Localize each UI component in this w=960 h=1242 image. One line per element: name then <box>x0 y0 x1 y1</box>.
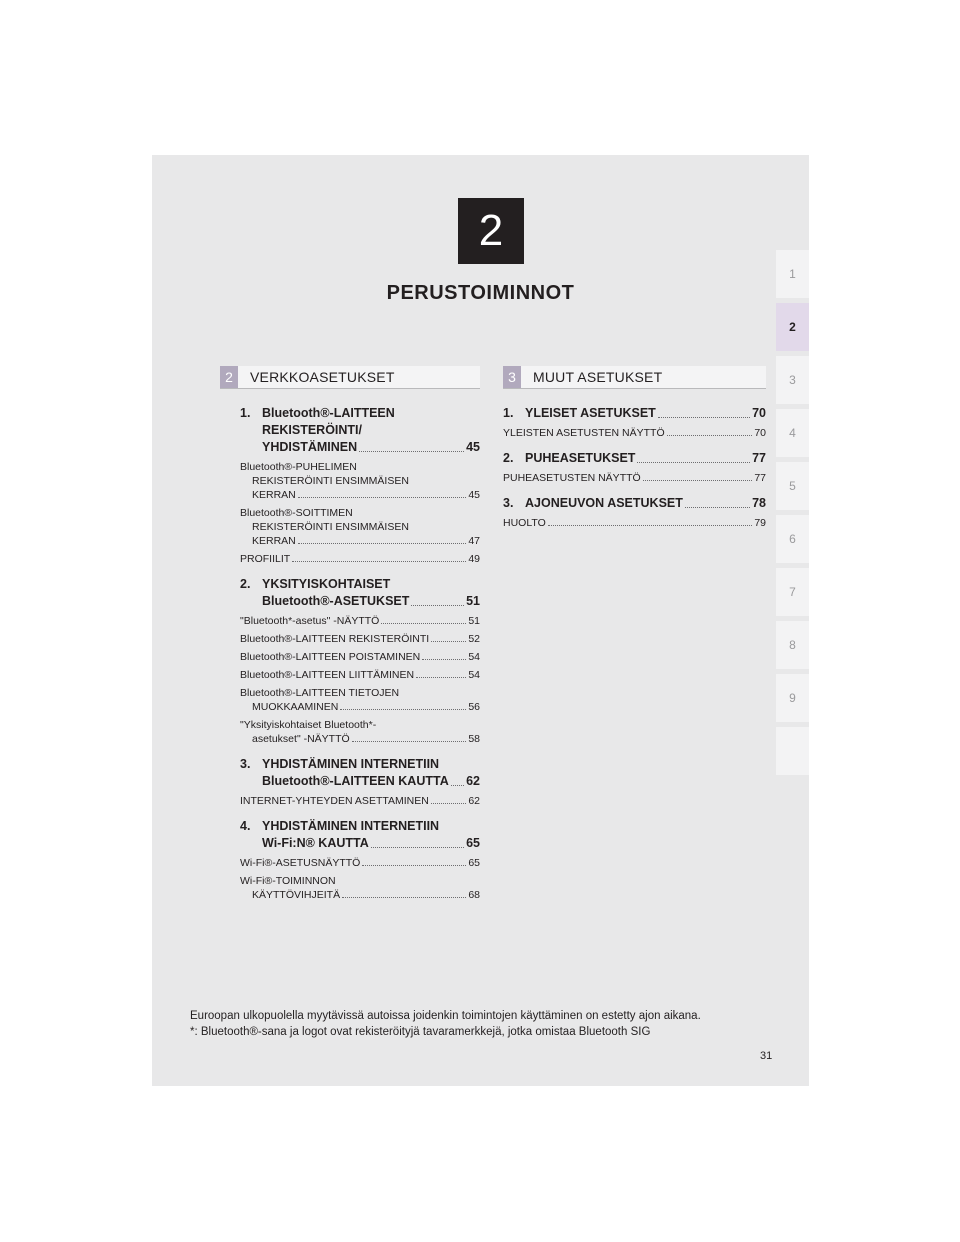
toc-entry-text: INTERNET-YHTEYDEN ASETTAMINEN <box>240 795 429 807</box>
toc-page-number: 45 <box>466 440 480 454</box>
toc-entry-text: YKSITYISKOHTAISET <box>262 577 391 591</box>
toc-page-number: 52 <box>468 633 480 645</box>
dot-leader <box>658 417 750 418</box>
footer-line-1: Euroopan ulkopuolella myytävissä autoissa joidenkin toimintojen käyttäminen on estetty ajon aikana. <box>190 1010 701 1022</box>
chapter-tab-blank[interactable] <box>776 727 809 775</box>
chapter-tab-4[interactable]: 4 <box>776 409 809 457</box>
dot-leader <box>643 480 753 481</box>
toc-sub-entry[interactable] <box>240 856 480 870</box>
toc-entry-text: "Bluetooth*-asetus" -NÄYTTÖ <box>240 615 380 627</box>
dot-leader <box>548 525 753 526</box>
dot-leader <box>667 435 753 436</box>
toc-page-number: 56 <box>468 701 480 713</box>
toc-entry-number: 1. <box>240 406 251 420</box>
toc-entry-number: 2. <box>503 451 514 465</box>
toc-entry-text: PUHEASETUKSET <box>525 451 636 465</box>
toc-entry-line <box>240 732 480 746</box>
toc-sub-entry[interactable] <box>240 552 480 566</box>
toc-entry-text: AJONEUVON ASETUKSET <box>525 496 683 510</box>
toc-entry-line <box>240 700 480 714</box>
toc-sub-entry[interactable] <box>240 614 480 628</box>
toc-entry-text: Bluetooth®-LAITTEEN REKISTERÖINTI <box>240 633 430 645</box>
toc-page-number: 54 <box>468 669 480 681</box>
toc-entry-line <box>240 422 480 439</box>
section-title: MUUT ASETUKSET <box>533 369 663 385</box>
toc-entry-line <box>240 576 480 593</box>
toc-entry-text: YLEISTEN ASETUSTEN NÄYTTÖ <box>503 427 665 439</box>
toc-entry-text: REKISTERÖINTI/ <box>262 423 363 437</box>
toc-sub-entry[interactable] <box>240 686 480 714</box>
toc-entry-text: "Yksityiskohtaiset Bluetooth*- <box>240 719 377 731</box>
toc-entry-text: REKISTERÖINTI ENSIMMÄISEN <box>252 521 409 533</box>
toc-entry-line <box>240 756 480 773</box>
toc-sub-entry[interactable] <box>240 794 480 808</box>
toc-entry-line <box>240 773 480 790</box>
toc-sub-entry[interactable] <box>240 506 480 548</box>
chapter-tabs <box>776 250 809 780</box>
dot-leader <box>340 709 466 710</box>
toc-sub-entry[interactable] <box>240 718 480 746</box>
toc-entry-text: Wi-Fi®-TOIMINNON <box>240 875 336 887</box>
toc-entry-line <box>240 835 480 852</box>
dot-leader <box>416 677 466 678</box>
toc-sub-entry[interactable] <box>240 460 480 502</box>
toc-entry-text: Bluetooth®-LAITTEEN KAUTTA <box>262 774 449 788</box>
toc-column-right <box>503 395 766 530</box>
dot-leader <box>298 497 467 498</box>
toc-entry-text: KERRAN <box>252 535 296 547</box>
toc-entry-text: Bluetooth®-ASETUKSET <box>262 594 410 608</box>
toc-entry-line <box>240 818 480 835</box>
toc-entry-line <box>503 450 766 467</box>
toc-page-number: 79 <box>754 517 766 529</box>
dot-leader <box>342 897 466 898</box>
toc-page-number: 70 <box>754 427 766 439</box>
toc-entry-text: asetukset" -NÄYTTÖ <box>252 733 350 745</box>
toc-main-entry[interactable] <box>240 405 480 456</box>
dot-leader <box>685 507 750 508</box>
toc-page-number: 47 <box>468 535 480 547</box>
toc-page-number: 78 <box>752 496 766 510</box>
toc-entry-line <box>503 471 766 485</box>
toc-entry-text: YHDISTÄMINEN INTERNETIIN <box>262 819 440 833</box>
toc-entry-text: Wi-Fi®-ASETUSNÄYTTÖ <box>240 857 361 869</box>
toc-entry-number: 3. <box>503 496 514 510</box>
section-header-muut-asetukset <box>503 366 766 389</box>
toc-sub-entry[interactable] <box>240 874 480 902</box>
dot-leader <box>431 803 466 804</box>
toc-main-entry[interactable] <box>503 495 766 512</box>
toc-page-number: 65 <box>468 857 480 869</box>
toc-entry-text: Bluetooth®-LAITTEEN TIETOJEN <box>240 687 400 699</box>
toc-main-entry[interactable] <box>503 450 766 467</box>
dot-leader <box>292 561 466 562</box>
chapter-tab-6[interactable]: 6 <box>776 515 809 563</box>
chapter-tab-2[interactable]: 2 <box>776 303 809 351</box>
toc-page-number: 51 <box>468 615 480 627</box>
toc-page-number: 62 <box>466 774 480 788</box>
chapter-tab-1[interactable]: 1 <box>776 250 809 298</box>
dot-leader <box>359 451 464 452</box>
toc-entry-line <box>240 632 480 646</box>
chapter-tab-9[interactable]: 9 <box>776 674 809 722</box>
chapter-number: 2 <box>478 206 504 255</box>
toc-sub-entry[interactable] <box>240 632 480 646</box>
dot-leader <box>362 865 466 866</box>
footer-note <box>190 1008 780 1040</box>
toc-entry-text: MUOKKAAMINEN <box>252 701 339 713</box>
chapter-tab-8[interactable]: 8 <box>776 621 809 669</box>
toc-page-number: 58 <box>468 733 480 745</box>
toc-page-number: 77 <box>752 451 766 465</box>
toc-entry-text: YLEISET ASETUKSET <box>525 406 656 420</box>
toc-entry-number: 4. <box>240 819 251 833</box>
toc-entry-text: YHDISTÄMINEN INTERNETIIN <box>262 757 440 771</box>
dot-leader <box>637 462 750 463</box>
toc-entry-line <box>503 426 766 440</box>
toc-entry-line <box>240 856 480 870</box>
dot-leader <box>451 785 464 786</box>
toc-entry-line <box>240 405 480 422</box>
footer-line-2: *: Bluetooth®-sana ja logot ovat rekisteröityjä tavaramerkkejä, jotka omistaa Bluetooth SIG <box>190 1026 651 1038</box>
toc-entry-line <box>240 668 480 682</box>
toc-main-entry[interactable] <box>503 405 766 422</box>
toc-entry-line <box>240 552 480 566</box>
toc-entry-text: Bluetooth®-LAITTEEN POISTAMINEN <box>240 651 421 663</box>
toc-entry-line <box>240 888 480 902</box>
toc-entry-text: KERRAN <box>252 489 296 501</box>
toc-page-number: 54 <box>468 651 480 663</box>
chapter-tab-5[interactable]: 5 <box>776 462 809 510</box>
chapter-tab-7[interactable]: 7 <box>776 568 809 616</box>
toc-page-number: 62 <box>468 795 480 807</box>
toc-sub-entry[interactable] <box>240 650 480 664</box>
toc-entry-text: YHDISTÄMINEN <box>262 440 358 454</box>
toc-entry-line <box>240 593 480 610</box>
chapter-title: PERUSTOIMINNOT <box>386 282 575 304</box>
toc-sub-entry[interactable] <box>503 516 766 530</box>
dot-leader <box>431 641 466 642</box>
toc-entry-line <box>240 534 480 548</box>
toc-sub-entry[interactable] <box>240 668 480 682</box>
toc-entry-text: Bluetooth®-SOITTIMEN <box>240 507 353 519</box>
toc-page-number: 68 <box>468 889 480 901</box>
toc-entry-text: Bluetooth®-LAITTEEN <box>262 406 395 420</box>
toc-entry-line <box>240 439 480 456</box>
toc-entry-line <box>240 488 480 502</box>
toc-entry-text: Bluetooth®-LAITTEEN LIITTÄMINEN <box>240 669 415 681</box>
toc-entry-number: 2. <box>240 577 251 591</box>
toc-entry-number: 3. <box>240 757 251 771</box>
toc-page-number: 49 <box>468 553 480 565</box>
toc-entry-text: PROFIILIT <box>240 553 291 565</box>
toc-entry-line <box>240 794 480 808</box>
dot-leader <box>411 605 464 606</box>
toc-column-left <box>240 395 480 902</box>
dot-leader <box>422 659 466 660</box>
toc-entry-line <box>240 614 480 628</box>
chapter-tab-3[interactable]: 3 <box>776 356 809 404</box>
toc-entry-text: PUHEASETUSTEN NÄYTTÖ <box>503 472 641 484</box>
dot-leader <box>298 543 467 544</box>
toc-entry-text: HUOLTO <box>503 517 546 529</box>
toc-sub-entry[interactable] <box>503 471 766 485</box>
toc-page-number: 77 <box>754 472 766 484</box>
toc-page-number: 70 <box>752 406 766 420</box>
toc-main-entry[interactable] <box>240 756 480 790</box>
toc-entry-text: Bluetooth®-PUHELIMEN <box>240 461 357 473</box>
toc-page-number: 45 <box>468 489 480 501</box>
toc-entry-line <box>503 495 766 512</box>
chapter-number-box <box>458 198 524 264</box>
dot-leader <box>381 623 466 624</box>
toc-entry-number: 1. <box>503 406 514 420</box>
section-number: 3 <box>503 366 521 388</box>
toc-sub-entry[interactable] <box>503 426 766 440</box>
section-title: VERKKOASETUKSET <box>250 369 395 385</box>
toc-entry-text: Wi-Fi:N® KAUTTA <box>262 836 369 850</box>
toc-entry-line <box>503 516 766 530</box>
page-number: 31 <box>760 1050 773 1062</box>
toc-page-number: 65 <box>466 836 480 850</box>
toc-main-entry[interactable] <box>240 576 480 610</box>
section-header-verkkoasetukset <box>220 366 480 389</box>
section-number: 2 <box>220 366 238 388</box>
dot-leader <box>352 741 467 742</box>
toc-entry-line <box>240 650 480 664</box>
toc-entry-text: REKISTERÖINTI ENSIMMÄISEN <box>252 475 409 487</box>
toc-entry-line <box>503 405 766 422</box>
dot-leader <box>371 847 464 848</box>
toc-entry-text: KÄYTTÖVIHJEITÄ <box>252 889 341 901</box>
toc-main-entry[interactable] <box>240 818 480 852</box>
toc-page-number: 51 <box>466 594 480 608</box>
